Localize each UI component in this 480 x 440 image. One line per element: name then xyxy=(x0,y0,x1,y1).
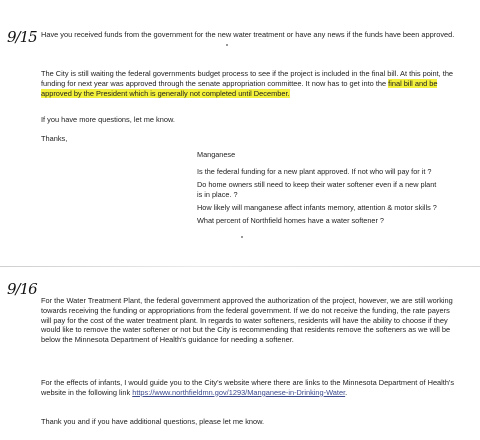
email-1-response xyxy=(41,69,461,98)
response-text-plain: The City is still waiting the federal governments budget process to see if the project is included in the final bill. At this point, the funding for next year was approved through the senate appropriation committee. It now has to get into the xyxy=(41,69,454,88)
paragraph-2-text xyxy=(41,378,461,398)
followup-text: If you have more questions, let me know. xyxy=(41,115,175,124)
question-item: Is the federal funding for a new plant approved. If not who will pay for it ? xyxy=(197,167,432,176)
question-item: What percent of Northfield homes have a water softener ? xyxy=(197,216,384,225)
email-2-closing xyxy=(41,417,461,427)
question-item: How likely will manganese affect infants memory, attention & motor skills ? xyxy=(197,203,437,212)
handwritten-date-1: 9/15 xyxy=(7,28,37,46)
email-1-signoff xyxy=(41,134,141,144)
paragraph-1-text: For the Water Treatment Plant, the federal government approved the authorization of the project, however, we are still working towards receiving the funding or appropriations from the federal government. If we do not receive the funding, the rate payers will pay for the cost of the water treatment plant. In regards to water softeners, residents will have the ability to choose if they would like to remove the water softener or not but the City is recommending that residents remove the softeners as we will be below the Minnesota Department of Health's guidance for needing a softener. xyxy=(41,296,453,345)
handwritten-date-2: 9/16 xyxy=(7,280,37,298)
paragraph-2-end: . xyxy=(345,387,348,397)
email-2-paragraph-1 xyxy=(41,296,461,345)
scan-speck xyxy=(241,236,243,238)
email-2-paragraph-2 xyxy=(41,378,461,398)
manganese-questions xyxy=(197,150,437,226)
scan-speck xyxy=(226,44,228,46)
question-text: Have you received funds from the government for the new water treatment or have any news if the funds have been approved. xyxy=(41,30,455,39)
question-item: Do home owners still need to keep their water softener even if a new plant is in place. ? xyxy=(197,180,437,199)
paragraph-2-plain: For the effects of infants, I would guide you to the City's website where there are links to the Minnesota Department of Health's website in the following link xyxy=(41,378,455,397)
manganese-heading: Manganese xyxy=(197,150,236,159)
signoff-text: Thanks, xyxy=(41,134,68,143)
response-highlight: final bill and be approved by the President which is generally not completed until December. xyxy=(41,78,438,98)
response-text xyxy=(41,69,461,98)
closing-text: Thank you and if you have additional questions, please let me know. xyxy=(41,417,265,426)
email-1-followup xyxy=(41,115,461,125)
page-fold-line xyxy=(0,266,480,267)
manganese-link[interactable]: https://www.northfieldmn.gov/1293/Manganese-in-Drinking-Water xyxy=(132,387,346,397)
email-1-question xyxy=(41,30,456,40)
